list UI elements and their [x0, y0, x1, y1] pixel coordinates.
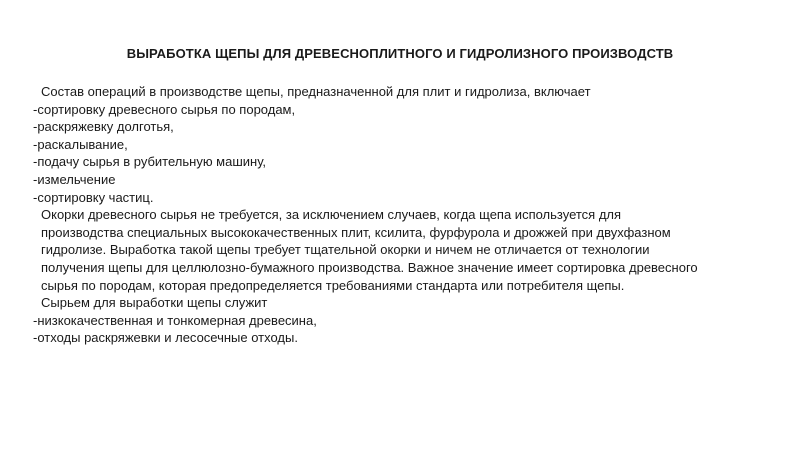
list-item: -низкокачественная и тонкомерная древесина, — [33, 312, 317, 328]
paragraph-line: Окорки древесного сырья не требуется, за исключением случаев, когда щепа используется для — [41, 207, 622, 223]
list-item: -отходы раскряжевки и лесосечные отходы. — [33, 330, 298, 346]
list-item: -раскряжевку долготья, — [33, 119, 174, 135]
paragraph-line: гидролизе. Выработка такой щепы требует тщательной окорки и ничем не отличается от технологии — [41, 242, 650, 258]
slide-body — [30, 83, 796, 347]
paragraph-line: Сырьем для выработки щепы служит — [41, 295, 268, 311]
list-item: -подачу сырья в рубительную машину, — [33, 154, 267, 170]
list-item: -измельчение — [33, 171, 116, 187]
list-item: -раскалывание, — [33, 136, 128, 152]
paragraph-line: сырья по породам, которая предопределяется требованиями стандарта или потребителя щепы. — [41, 277, 625, 293]
list-item: -сортировку древесного сырья по породам, — [33, 101, 296, 117]
slide-title: ВЫРАБОТКА ЩЕПЫ ДЛЯ ДРЕВЕСНОПЛИТНОГО И ГИДРОЛИЗНОГО ПРОИЗВОДСТВ — [126, 46, 674, 61]
paragraph-line: производства специальных высококачественных плит, ксилита, фурфурола и дрожжей при двухфазном — [41, 224, 671, 240]
intro-paragraph-line: Состав операций в производстве щепы, предназначенной для плит и гидролиза, включает — [41, 84, 591, 99]
paragraph-line: получения щепы для целлюлозно-бумажного производства. Важное значение имеет сортировка древесного — [41, 259, 698, 275]
list-item: -сортировку частиц. — [33, 189, 154, 205]
